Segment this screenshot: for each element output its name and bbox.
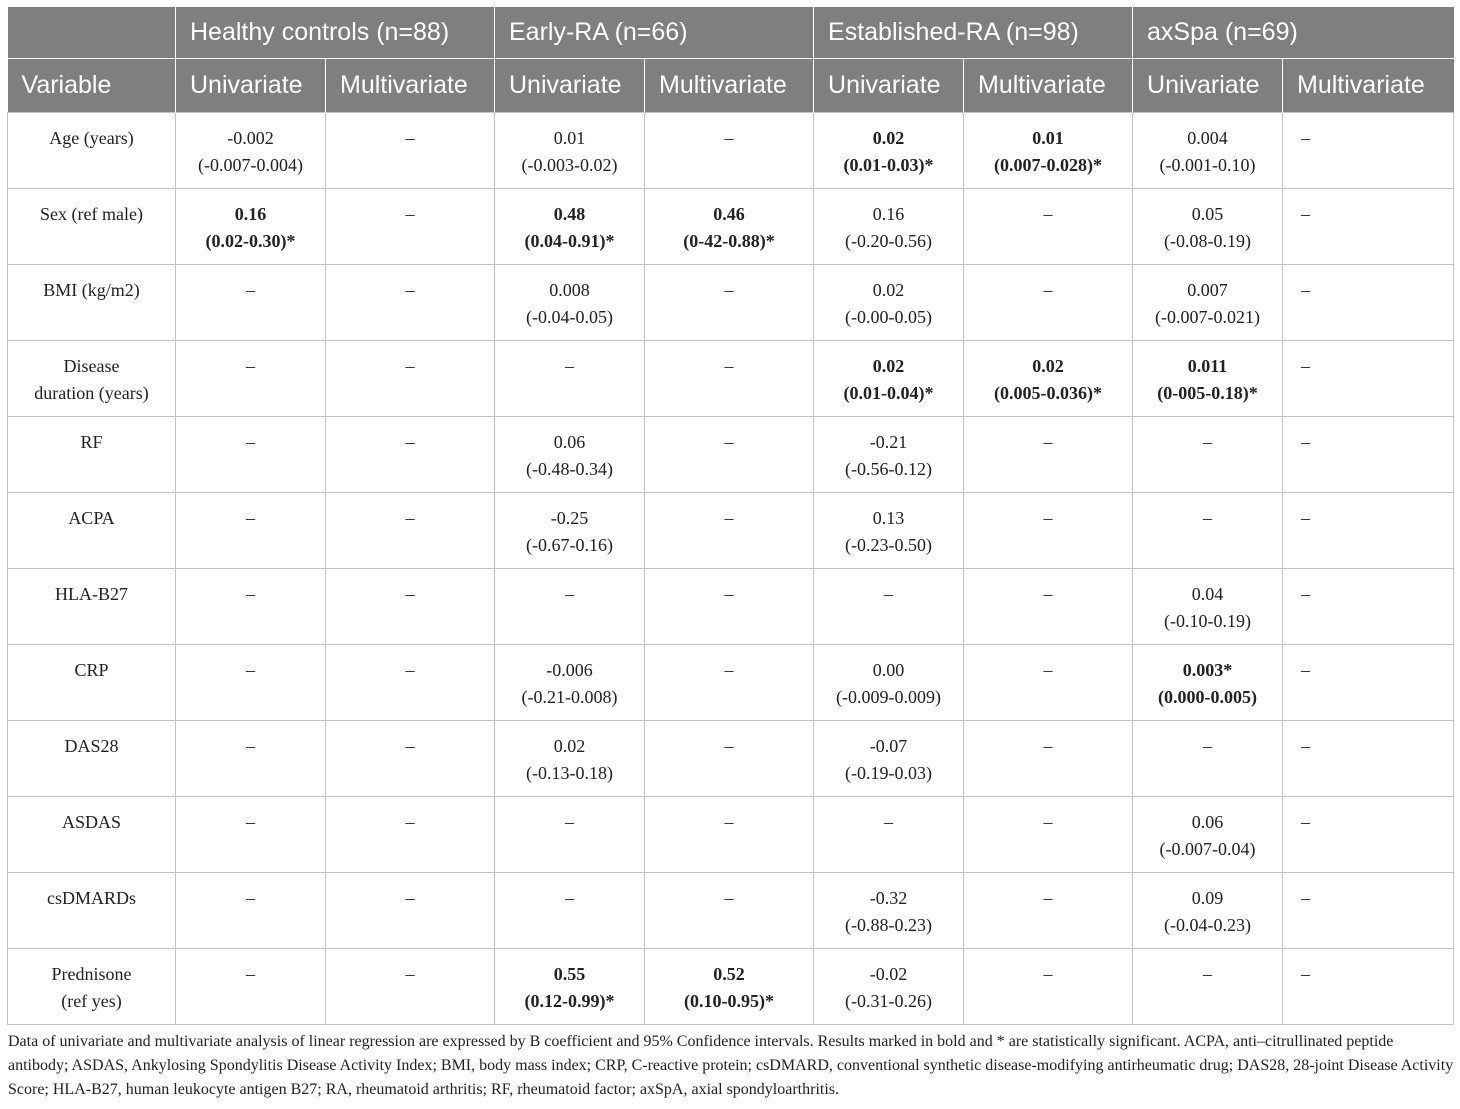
value-cell bbox=[964, 949, 1133, 1025]
value-cell bbox=[326, 645, 495, 721]
value-cell bbox=[1133, 493, 1283, 569]
coefficient-value: – bbox=[1301, 128, 1311, 148]
value-cell bbox=[326, 341, 495, 417]
value-cell bbox=[814, 949, 964, 1025]
coefficient-value: – bbox=[405, 128, 415, 148]
value-cell bbox=[814, 341, 964, 417]
value-cell bbox=[645, 949, 814, 1025]
coefficient-value: – bbox=[1203, 432, 1213, 452]
regression-table-container bbox=[7, 7, 1453, 1025]
coefficient-value: – bbox=[405, 888, 415, 908]
coefficient-value: 0.02 bbox=[872, 128, 905, 148]
coefficient-value: 0.06 bbox=[553, 432, 586, 452]
value-cell bbox=[1283, 417, 1454, 493]
coefficient-value: – bbox=[1043, 812, 1053, 832]
value-cell bbox=[964, 417, 1133, 493]
variable-label: RF bbox=[80, 432, 103, 452]
value-cell bbox=[495, 569, 645, 645]
value-cell bbox=[176, 569, 326, 645]
value-cell bbox=[814, 645, 964, 721]
coefficient-value: -0.25 bbox=[550, 508, 589, 528]
variable-label: Age (years) bbox=[49, 128, 134, 148]
confidence-interval: (-0.21-0.008) bbox=[521, 687, 618, 707]
coefficient-value: 0.16 bbox=[872, 204, 905, 224]
value-cell bbox=[176, 113, 326, 189]
value-cell bbox=[326, 569, 495, 645]
value-cell bbox=[495, 873, 645, 949]
confidence-interval: (0.007-0.028)* bbox=[994, 155, 1102, 175]
value-cell bbox=[1133, 265, 1283, 341]
coefficient-value: – bbox=[246, 660, 255, 680]
value-cell bbox=[326, 873, 495, 949]
coefficient-value: – bbox=[1043, 432, 1053, 452]
coefficient-value: – bbox=[724, 736, 734, 756]
value-cell bbox=[176, 645, 326, 721]
table-row bbox=[8, 797, 1454, 873]
value-cell bbox=[1133, 417, 1283, 493]
sub-header-univariate: Univariate bbox=[1133, 59, 1283, 113]
coefficient-value: 0.48 bbox=[553, 204, 586, 224]
coefficient-value: – bbox=[884, 812, 894, 832]
value-cell bbox=[964, 721, 1133, 797]
value-cell bbox=[814, 797, 964, 873]
coefficient-value: 0.004 bbox=[1187, 128, 1228, 148]
group-header-axspa: axSpa (n=69) bbox=[1133, 7, 1454, 59]
value-cell bbox=[1283, 645, 1454, 721]
confidence-interval: (-0.23-0.50) bbox=[845, 535, 932, 555]
coefficient-value: 0.05 bbox=[1191, 204, 1224, 224]
value-cell bbox=[326, 493, 495, 569]
coefficient-value: – bbox=[405, 204, 415, 224]
confidence-interval: (-0.19-0.03) bbox=[845, 763, 932, 783]
coefficient-value: – bbox=[246, 508, 255, 528]
sub-header-univariate: Univariate bbox=[495, 59, 645, 113]
coefficient-value: 0.01 bbox=[553, 128, 586, 148]
variable-label: ASDAS bbox=[61, 812, 122, 832]
coefficient-value: -0.07 bbox=[869, 736, 908, 756]
confidence-interval: (0.000-0.005) bbox=[1158, 687, 1257, 707]
value-cell bbox=[645, 341, 814, 417]
value-cell bbox=[326, 189, 495, 265]
value-cell bbox=[814, 265, 964, 341]
variable-cell bbox=[8, 873, 176, 949]
coefficient-value: 0.55 bbox=[553, 964, 586, 984]
value-cell bbox=[176, 949, 326, 1025]
value-cell bbox=[814, 569, 964, 645]
table-row bbox=[8, 721, 1454, 797]
variable-label: BMI (kg/m2) bbox=[43, 280, 140, 300]
variable-cell bbox=[8, 189, 176, 265]
confidence-interval: (-0.31-0.26) bbox=[845, 991, 932, 1011]
variable-label: duration (years) bbox=[34, 383, 149, 403]
confidence-interval: (0.12-0.99)* bbox=[524, 991, 615, 1011]
coefficient-value: – bbox=[246, 964, 255, 984]
coefficient-value: – bbox=[405, 584, 415, 604]
value-cell bbox=[1133, 873, 1283, 949]
variable-header: Variable bbox=[8, 59, 176, 113]
variable-label: csDMARDs bbox=[46, 888, 136, 908]
variable-cell bbox=[8, 265, 176, 341]
variable-cell bbox=[8, 645, 176, 721]
value-cell bbox=[1133, 341, 1283, 417]
coefficient-value: 0.02 bbox=[872, 356, 905, 376]
value-cell bbox=[176, 797, 326, 873]
sub-header-univariate: Univariate bbox=[814, 59, 964, 113]
value-cell bbox=[1283, 949, 1454, 1025]
confidence-interval: (-0.007-0.04) bbox=[1159, 839, 1256, 859]
coefficient-value: – bbox=[724, 432, 734, 452]
coefficient-value: – bbox=[1203, 736, 1213, 756]
coefficient-value: 0.13 bbox=[872, 508, 905, 528]
coefficient-value: – bbox=[884, 584, 894, 604]
value-cell bbox=[495, 417, 645, 493]
coefficient-value: 0.02 bbox=[872, 280, 905, 300]
coefficient-value: – bbox=[1043, 204, 1053, 224]
value-cell bbox=[645, 493, 814, 569]
value-cell bbox=[176, 721, 326, 797]
coefficient-value: 0.09 bbox=[1191, 888, 1224, 908]
value-cell bbox=[964, 645, 1133, 721]
coefficient-value: – bbox=[405, 736, 415, 756]
coefficient-value: – bbox=[724, 888, 734, 908]
table-body bbox=[8, 113, 1454, 1025]
value-cell bbox=[645, 645, 814, 721]
variable-label: Prednisone bbox=[51, 964, 132, 984]
table-row bbox=[8, 569, 1454, 645]
value-cell bbox=[495, 949, 645, 1025]
value-cell bbox=[964, 189, 1133, 265]
coefficient-value: 0.52 bbox=[713, 964, 745, 984]
table-row bbox=[8, 949, 1454, 1025]
value-cell bbox=[495, 189, 645, 265]
group-header-established-ra: Established-RA (n=98) bbox=[814, 7, 1133, 59]
variable-cell bbox=[8, 417, 176, 493]
table-row bbox=[8, 265, 1454, 341]
coefficient-value: 0.007 bbox=[1187, 280, 1228, 300]
group-header-early-ra: Early-RA (n=66) bbox=[495, 7, 814, 59]
coefficient-value: – bbox=[724, 812, 734, 832]
value-cell bbox=[326, 949, 495, 1025]
value-cell bbox=[176, 189, 326, 265]
confidence-interval: (-0.13-0.18) bbox=[526, 763, 613, 783]
confidence-interval: (-0.00-0.05) bbox=[845, 307, 932, 327]
variable-label: ACPA bbox=[68, 508, 115, 528]
value-cell bbox=[964, 113, 1133, 189]
value-cell bbox=[645, 873, 814, 949]
value-cell bbox=[1283, 341, 1454, 417]
value-cell bbox=[964, 341, 1133, 417]
confidence-interval: (0.005-0.036)* bbox=[994, 383, 1102, 403]
coefficient-value: – bbox=[1043, 964, 1053, 984]
coefficient-value: -0.002 bbox=[227, 128, 274, 148]
confidence-interval: (-0.20-0.56) bbox=[845, 231, 932, 251]
variable-cell bbox=[8, 569, 176, 645]
confidence-interval: (-0.001-0.10) bbox=[1159, 155, 1256, 175]
sub-header-row bbox=[8, 59, 1454, 113]
value-cell bbox=[814, 493, 964, 569]
table-row bbox=[8, 493, 1454, 569]
value-cell bbox=[326, 721, 495, 797]
confidence-interval: (-0.04-0.05) bbox=[526, 307, 613, 327]
confidence-interval: (-0.08-0.19) bbox=[1164, 231, 1251, 251]
coefficient-value: – bbox=[1043, 736, 1053, 756]
coefficient-value: – bbox=[1043, 280, 1053, 300]
coefficient-value: – bbox=[1301, 204, 1311, 224]
coefficient-value: 0.00 bbox=[872, 660, 905, 680]
coefficient-value: – bbox=[1301, 660, 1311, 680]
value-cell bbox=[1133, 189, 1283, 265]
coefficient-value: -0.006 bbox=[546, 660, 593, 680]
coefficient-value: – bbox=[724, 660, 734, 680]
value-cell bbox=[1283, 493, 1454, 569]
confidence-interval: (0.02-0.30)* bbox=[205, 231, 296, 251]
coefficient-value: 0.02 bbox=[553, 736, 586, 756]
value-cell bbox=[964, 493, 1133, 569]
coefficient-value: -0.32 bbox=[869, 888, 908, 908]
coefficient-value: 0.02 bbox=[1032, 356, 1064, 376]
variable-label: HLA-B27 bbox=[55, 584, 128, 604]
coefficient-value: – bbox=[1301, 432, 1311, 452]
value-cell bbox=[814, 189, 964, 265]
value-cell bbox=[176, 265, 326, 341]
coefficient-value: – bbox=[1301, 508, 1311, 528]
table-row bbox=[8, 645, 1454, 721]
value-cell bbox=[1283, 797, 1454, 873]
coefficient-value: 0.01 bbox=[1032, 128, 1064, 148]
value-cell bbox=[1283, 569, 1454, 645]
variable-cell bbox=[8, 493, 176, 569]
regression-table bbox=[7, 7, 1454, 1025]
value-cell bbox=[176, 493, 326, 569]
value-cell bbox=[495, 113, 645, 189]
coefficient-value: – bbox=[724, 128, 734, 148]
coefficient-value: – bbox=[246, 584, 255, 604]
coefficient-value: 0.04 bbox=[1191, 584, 1224, 604]
coefficient-value: – bbox=[1203, 508, 1213, 528]
coefficient-value: – bbox=[724, 356, 734, 376]
coefficient-value: – bbox=[246, 356, 255, 376]
variable-label: DAS28 bbox=[64, 736, 119, 756]
value-cell bbox=[964, 569, 1133, 645]
coefficient-value: 0.008 bbox=[549, 280, 590, 300]
coefficient-value: -0.21 bbox=[869, 432, 908, 452]
table-row bbox=[8, 189, 1454, 265]
coefficient-value: 0.16 bbox=[234, 204, 267, 224]
coefficient-value: – bbox=[1301, 356, 1311, 376]
confidence-interval: (-0.67-0.16) bbox=[526, 535, 613, 555]
coefficient-value: – bbox=[1203, 964, 1213, 984]
variable-cell bbox=[8, 797, 176, 873]
value-cell bbox=[645, 113, 814, 189]
table-row bbox=[8, 873, 1454, 949]
confidence-interval: (0.01-0.03)* bbox=[843, 155, 934, 175]
value-cell bbox=[495, 645, 645, 721]
coefficient-value: – bbox=[1043, 888, 1053, 908]
table-row bbox=[8, 341, 1454, 417]
coefficient-value: – bbox=[405, 280, 415, 300]
value-cell bbox=[176, 417, 326, 493]
value-cell bbox=[645, 417, 814, 493]
variable-cell bbox=[8, 341, 176, 417]
coefficient-value: – bbox=[1043, 584, 1053, 604]
value-cell bbox=[814, 721, 964, 797]
coefficient-value: – bbox=[405, 432, 415, 452]
value-cell bbox=[495, 341, 645, 417]
coefficient-value: – bbox=[246, 888, 255, 908]
confidence-interval: (-0.009-0.009) bbox=[836, 687, 941, 707]
coefficient-value: – bbox=[405, 356, 415, 376]
coefficient-value: 0.011 bbox=[1187, 356, 1228, 376]
coefficient-value: – bbox=[1301, 964, 1311, 984]
value-cell bbox=[1133, 721, 1283, 797]
coefficient-value: – bbox=[1301, 280, 1311, 300]
value-cell bbox=[645, 189, 814, 265]
confidence-interval: (0.10-0.95)* bbox=[684, 991, 774, 1011]
coefficient-value: 0.003* bbox=[1182, 660, 1233, 680]
variable-cell bbox=[8, 949, 176, 1025]
confidence-interval: (-0.56-0.12) bbox=[845, 459, 932, 479]
value-cell bbox=[1283, 265, 1454, 341]
value-cell bbox=[495, 721, 645, 797]
value-cell bbox=[495, 265, 645, 341]
coefficient-value: – bbox=[405, 964, 415, 984]
confidence-interval: (-0.007-0.004) bbox=[198, 155, 303, 175]
confidence-interval: (0.04-0.91)* bbox=[524, 231, 615, 251]
table-row bbox=[8, 113, 1454, 189]
confidence-interval: (-0.007-0.021) bbox=[1155, 307, 1260, 327]
confidence-interval: (-0.003-0.02) bbox=[521, 155, 618, 175]
value-cell bbox=[645, 721, 814, 797]
coefficient-value: – bbox=[246, 736, 255, 756]
confidence-interval: (0.01-0.04)* bbox=[843, 383, 934, 403]
coefficient-value: – bbox=[246, 432, 255, 452]
coefficient-value: – bbox=[246, 812, 255, 832]
coefficient-value: – bbox=[1301, 736, 1311, 756]
variable-cell bbox=[8, 113, 176, 189]
coefficient-value: – bbox=[1043, 508, 1053, 528]
value-cell bbox=[1133, 797, 1283, 873]
table-footnote: Data of univariate and multivariate analysis of linear regression are expressed by B coefficient and 95% Confidence intervals. Results marked in bold and * are statistically significant. ACPA, anti–citrullinated peptide antibody; ASDAS, Ankylosing Spondylitis Disease Activity Index; BMI, body mass index; CRP, C-reactive protein; csDMARD, conventional synthetic disease-modifying antirheumatic drug; DAS28, 28-joint Disease Activity Score; HLA-B27, human leukocyte antigen B27; RA, rheumatoid arthritis; RF, rheumatoid factor; axSpA, axial spondyloarthritis. bbox=[8, 1033, 1454, 1098]
confidence-interval: (-0.04-0.23) bbox=[1164, 915, 1251, 935]
value-cell bbox=[1133, 113, 1283, 189]
value-cell bbox=[1133, 569, 1283, 645]
coefficient-value: – bbox=[246, 280, 255, 300]
value-cell bbox=[326, 113, 495, 189]
table-row bbox=[8, 417, 1454, 493]
confidence-interval: (-0.10-0.19) bbox=[1164, 611, 1251, 631]
coefficient-value: – bbox=[724, 584, 734, 604]
value-cell bbox=[176, 341, 326, 417]
value-cell bbox=[814, 873, 964, 949]
coefficient-value: – bbox=[1301, 812, 1311, 832]
value-cell bbox=[645, 569, 814, 645]
value-cell bbox=[176, 873, 326, 949]
header-empty-cell bbox=[8, 7, 176, 59]
value-cell bbox=[645, 797, 814, 873]
group-header-row bbox=[8, 7, 1454, 59]
coefficient-value: – bbox=[1043, 660, 1053, 680]
value-cell bbox=[964, 873, 1133, 949]
value-cell bbox=[1283, 721, 1454, 797]
value-cell bbox=[964, 797, 1133, 873]
variable-label: (ref yes) bbox=[61, 991, 122, 1011]
value-cell bbox=[495, 493, 645, 569]
variable-label: Sex (ref male) bbox=[40, 204, 143, 224]
sub-header-multivariate: Multivariate bbox=[326, 59, 495, 113]
value-cell bbox=[1283, 189, 1454, 265]
value-cell bbox=[326, 265, 495, 341]
coefficient-value: – bbox=[405, 508, 415, 528]
coefficient-value: – bbox=[1301, 888, 1311, 908]
value-cell bbox=[814, 417, 964, 493]
variable-label: Disease bbox=[63, 356, 120, 376]
confidence-interval: (-0.48-0.34) bbox=[526, 459, 613, 479]
coefficient-value: – bbox=[565, 888, 574, 908]
coefficient-value: – bbox=[405, 812, 415, 832]
coefficient-value: – bbox=[1301, 584, 1311, 604]
group-header-healthy-controls: Healthy controls (n=88) bbox=[176, 7, 495, 59]
value-cell bbox=[1283, 873, 1454, 949]
coefficient-value: – bbox=[724, 508, 734, 528]
value-cell bbox=[1283, 113, 1454, 189]
coefficient-value: -0.02 bbox=[869, 964, 908, 984]
confidence-interval: (0-005-0.18)* bbox=[1157, 383, 1258, 403]
sub-header-multivariate: Multivariate bbox=[645, 59, 814, 113]
confidence-interval: (0-42-0.88)* bbox=[683, 231, 775, 251]
value-cell bbox=[326, 417, 495, 493]
value-cell bbox=[495, 797, 645, 873]
coefficient-value: – bbox=[405, 660, 415, 680]
value-cell bbox=[814, 113, 964, 189]
coefficient-value: 0.46 bbox=[713, 204, 745, 224]
value-cell bbox=[326, 797, 495, 873]
coefficient-value: 0.06 bbox=[1191, 812, 1224, 832]
variable-cell bbox=[8, 721, 176, 797]
variable-label: CRP bbox=[74, 660, 109, 680]
sub-header-univariate: Univariate bbox=[176, 59, 326, 113]
coefficient-value: – bbox=[565, 812, 574, 832]
coefficient-value: – bbox=[565, 584, 574, 604]
value-cell bbox=[1133, 949, 1283, 1025]
sub-header-multivariate: Multivariate bbox=[964, 59, 1133, 113]
sub-header-multivariate: Multivariate bbox=[1283, 59, 1454, 113]
coefficient-value: – bbox=[565, 356, 574, 376]
value-cell bbox=[1133, 645, 1283, 721]
value-cell bbox=[645, 265, 814, 341]
coefficient-value: – bbox=[724, 280, 734, 300]
confidence-interval: (-0.88-0.23) bbox=[845, 915, 932, 935]
value-cell bbox=[964, 265, 1133, 341]
